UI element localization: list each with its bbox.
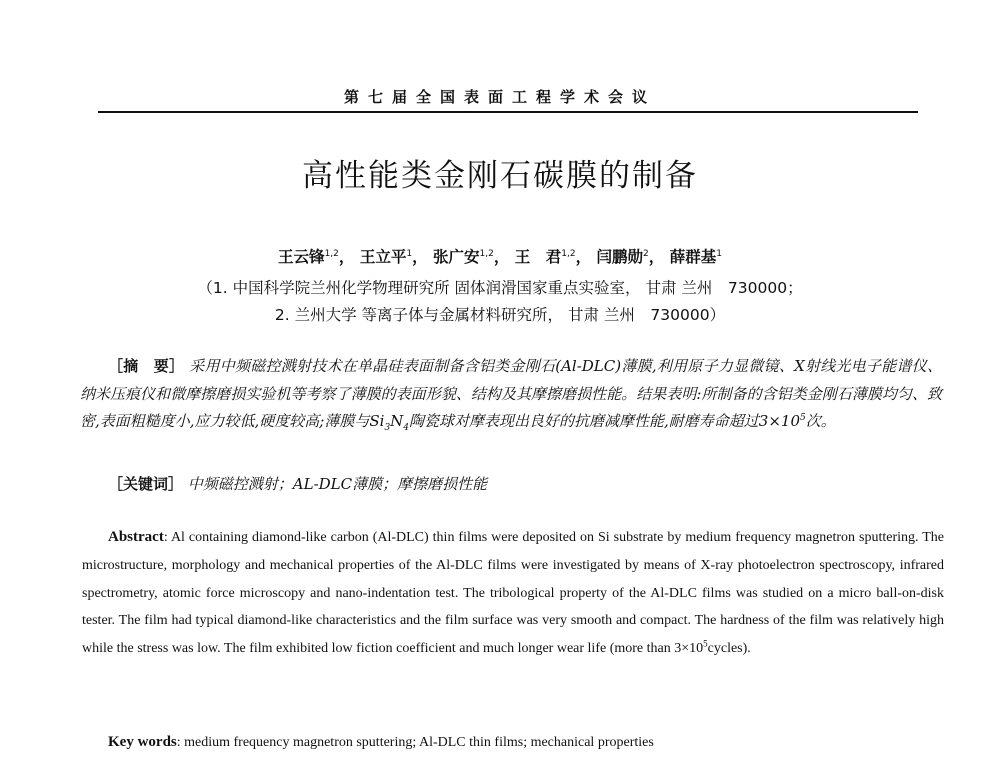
english-keywords-colon: : — [176, 735, 185, 750]
author-affiliation-mark: 1,2 — [479, 248, 494, 259]
paper-title: 高性能类金刚石碳膜的制备 — [302, 158, 698, 194]
running-header: 第七届全国表面工程学术会议 — [343, 88, 656, 106]
english-abstract-text: Al containing diamond-like carbon (Al-DLC) thin films were deposited on Si substrate by medium frequency magnetron sputtering. The microstructure, morphology and mechanical properties of the Al-DLC films were investigated by means of X-ray photoelectron spectroscopy, infrared spectrometry, atomic force microscopy and nano-indentation test. The tribological property of the Al-DLC films was studied on a micro ball-on-disk tester. The film had typical diamond-like characteristics and the film surface was very smooth and compact. The hardness of the film was relatively high while the stress was low. The film exhibited low fiction coefficient and much longer wear life (more than 3×10 — [82, 530, 944, 657]
english-abstract-colon: : — [163, 530, 171, 545]
chinese-abstract-text: 次。 — [805, 412, 836, 430]
author-name: 闫鹏勋 — [596, 248, 644, 266]
author-affiliation-mark: 1,2 — [561, 248, 576, 259]
chinese-abstract-text: 采用中频磁控溅射技术在单晶硅表面制备含铝类金刚石(Al-DLC)薄膜,利用原子力显微镜、X射线光电子能谱仪、纳米压痕仪和微摩擦磨损实验机等考察了薄膜的表面形貌、结构及其摩擦磨损性能。结果表明:所制备的含铝类金刚石薄膜均匀、致密,表面粗糙度小,应力较低,硬度较高;薄膜与Si — [80, 357, 942, 430]
superscript: 5 — [703, 638, 708, 649]
author-name: 王 君 — [514, 248, 562, 266]
english-keywords-label: Key words — [108, 734, 177, 750]
chinese-keywords — [108, 473, 938, 494]
chinese-abstract-label: ［摘 要］ — [108, 357, 185, 375]
author-separator: ， — [575, 248, 592, 266]
author-name: 薛群基 — [669, 248, 717, 266]
author-separator: ， — [648, 248, 665, 266]
author-separator: ， — [412, 248, 428, 266]
author-affiliation-mark: 1 — [716, 248, 722, 259]
chinese-abstract-text: N — [390, 412, 404, 430]
subscript: 4 — [403, 423, 410, 433]
author-affiliation-mark: 2 — [643, 248, 649, 259]
author-list — [0, 245, 1000, 267]
english-keywords — [108, 734, 938, 751]
chinese-keywords-text: 中频磁控溅射；AL-DLC薄膜；摩擦磨损性能 — [187, 475, 488, 493]
author-name: 王云锋 — [278, 248, 325, 266]
english-keywords-text: medium frequency magnetron sputtering; Al-DLC thin films; mechanical properties — [184, 735, 654, 750]
author-affiliation-mark: 1,2 — [324, 248, 339, 259]
subscript: 3 — [384, 423, 391, 433]
author — [433, 248, 494, 266]
author-name: 张广安 — [432, 248, 480, 266]
affiliation-2: 2. 兰州大学 等离子体与金属材料研究所， 甘肃 兰州 730000） — [274, 306, 726, 324]
chinese-keywords-label: ［关键词］ — [108, 475, 184, 493]
author-separator: ， — [493, 248, 510, 266]
author-name: 王立平 — [359, 248, 407, 266]
header-rule — [98, 111, 918, 113]
author-affiliation-mark: 1 — [406, 248, 413, 259]
author — [278, 248, 339, 266]
chinese-abstract — [80, 353, 942, 436]
english-abstract-label: Abstract — [108, 529, 164, 545]
author — [515, 248, 576, 266]
affiliation-1: （1. 中国科学院兰州化学物理研究所 固体润滑国家重点实验室， 甘肃 兰州 730000； — [197, 279, 803, 297]
english-abstract-text: cycles). — [707, 641, 751, 657]
author — [670, 248, 722, 266]
chinese-abstract-text: 陶瓷球对摩表现出良好的抗磨减摩性能,耐磨寿命超过3×10 — [409, 412, 801, 430]
superscript: 5 — [800, 413, 806, 423]
english-abstract — [82, 524, 944, 663]
author — [360, 248, 412, 266]
author — [597, 248, 649, 266]
author-separator: ， — [338, 248, 355, 266]
